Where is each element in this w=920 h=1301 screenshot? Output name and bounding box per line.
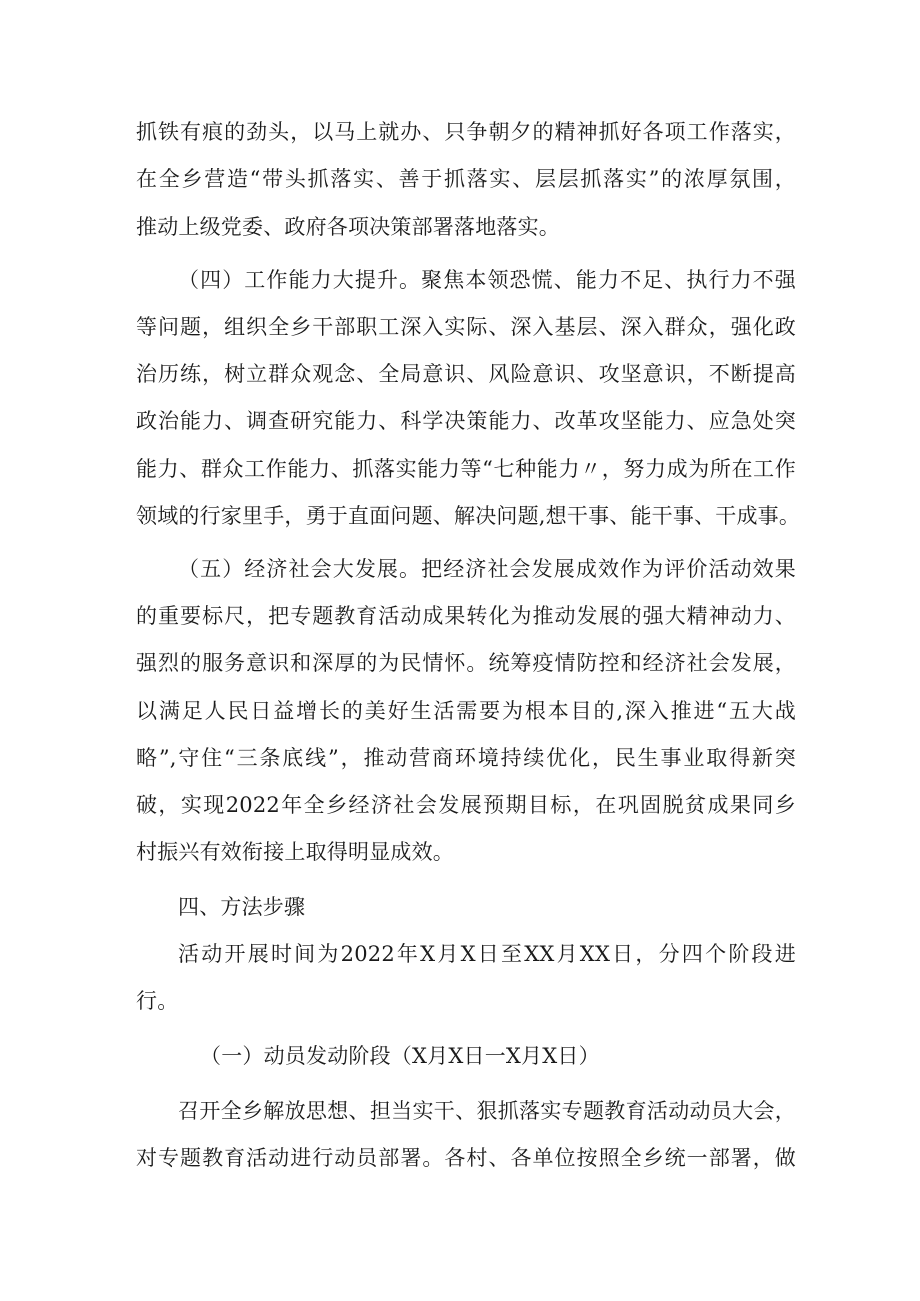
text-line-7: 政治能力、调查研究能力、科学决策能力、改革攻坚能力、应急处突	[136, 409, 796, 433]
text-line-11: 的重要标尺，把专题教育活动成果转化为推动发展的强大精神动力、	[136, 604, 796, 628]
section-heading-five: （五）经济社会大发展。把经济社会发展成效作为评价活动效果	[178, 557, 796, 581]
subsection-heading-mobilization: （一）动员发动阶段（X月X日一X月X日）	[200, 1044, 600, 1068]
text-line-6: 治历练，树立群众观念、全局意识、风险意识、攻坚意识，不断提高	[136, 362, 796, 386]
text-line-8: 能力、群众工作能力、抓落实能力等“七种能力〃，努力成为所在工作	[136, 457, 796, 481]
text-line-15: 破，实现2022年全乡经济社会发展预期目标，在巩固脱贫成果同乡	[136, 793, 796, 817]
section-heading-four: （四）工作能力大提升。聚焦本领恐慌、能力不足、执行力不强	[178, 268, 796, 292]
text-line-16: 村振兴有效衔接上取得明显成效。	[136, 840, 454, 864]
text-line-12: 强烈的服务意识和深厚的为民情怀。统筹疫情防控和经济社会发展，	[136, 651, 796, 675]
text-line-22: 对专题教育活动进行动员部署。各村、各单位按照全乡统一部署，做	[136, 1146, 796, 1170]
text-line-19: 行。	[136, 989, 179, 1013]
text-line-5: 等问题，组织全乡干部职工深入实际、深入基层、深入群众，强化政	[136, 315, 796, 339]
text-line-1: 抓铁有痕的劲头，以马上就办、只争朝夕的精神抓好各项工作落实，	[136, 120, 796, 144]
text-line-14: 略”,守住“三条底线”，推动营商环境持续优化，民生事业取得新突	[136, 746, 796, 770]
text-line-13: 以满足人民日益增长的美好生活需要为根本目的,深入推进“五大战	[136, 699, 796, 723]
text-line-21: 召开全乡解放思想、担当实干、狠抓落实专题教育活动动员大会，	[178, 1099, 796, 1123]
text-line-18: 活动开展时间为2022年X月X日至XX月XX日，分四个阶段进	[178, 942, 796, 966]
text-line-3: 推动上级党委、政府各项决策部署落地落实。	[136, 215, 560, 239]
section-heading-methods: 四、方法步骤	[178, 895, 306, 919]
text-line-9: 领域的行家里手，勇于直面问题、解决问题,想干事、能干事、干成事。	[136, 504, 801, 528]
text-line-2: 在全乡营造“带头抓落实、善于抓落实、层层抓落实”的浓厚氛围，	[136, 167, 796, 191]
